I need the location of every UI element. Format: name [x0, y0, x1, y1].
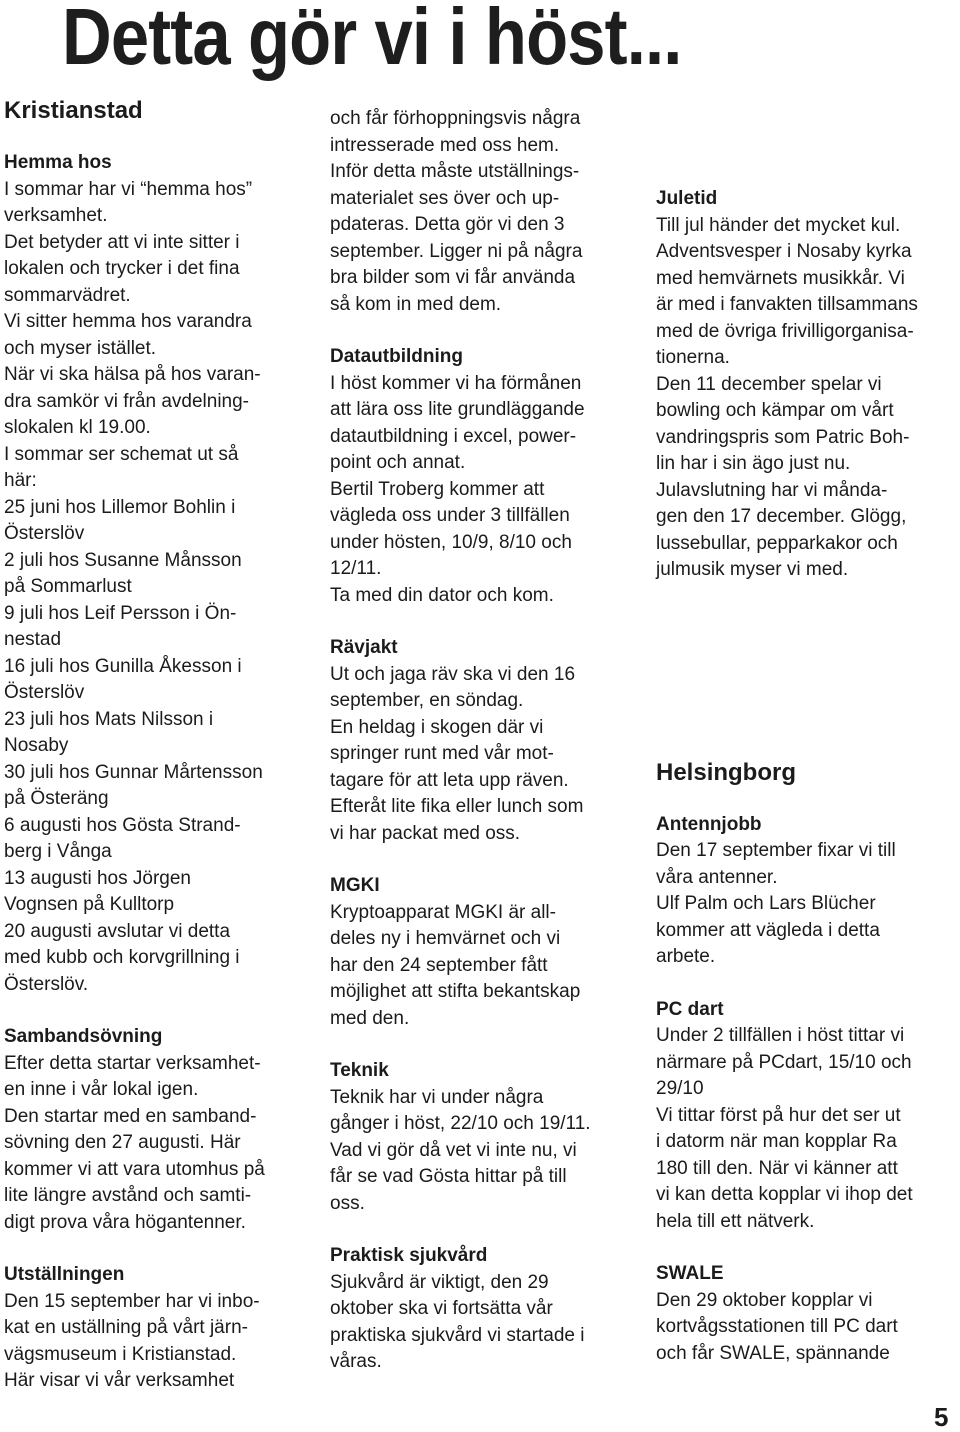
text-line: 25 juni hos Lillemor Bohlin i [4, 496, 236, 518]
text-line: med de övriga frivilligorganisa- [656, 320, 914, 342]
city-heading-helsingborg: Helsingborg [656, 758, 797, 786]
text-line: 13 augusti hos Jörgen [4, 867, 191, 889]
text-line: vandringspris som Patric Boh- [656, 426, 910, 448]
column-3-bottom [656, 758, 956, 1368]
text-line: 23 juli hos Mats Nilsson i [4, 708, 214, 730]
text-line: 9 juli hos Leif Persson i Ön- [4, 602, 237, 624]
article-section [656, 186, 956, 584]
article-section [330, 635, 640, 847]
text-line: Till jul händer det mycket kul. [656, 214, 901, 236]
text-line: 6 augusti hos Gösta Strand- [4, 814, 241, 836]
text-line: får se vad Gösta hittar på till [330, 1166, 567, 1187]
text-line: pdateras. Detta gör vi den 3 [330, 214, 565, 235]
text-line: oktober ska vi fortsätta vår [330, 1298, 553, 1319]
text-line: och får SWALE, spännande [656, 1342, 890, 1364]
page-title: Detta gör vi i höst... [62, 0, 682, 81]
text-line: lite längre avstånd och samti- [4, 1185, 252, 1206]
text-line: bra bilder som vi får använda [330, 267, 576, 288]
text-line: Ut och jaga räv ska vi den 16 [330, 663, 576, 685]
text-line: sommarvädret. [4, 284, 131, 306]
text-line: Efteråt lite fika eller lunch som [330, 796, 584, 817]
text-line: har den 24 september fått [330, 954, 548, 976]
text-line: Efter detta startar verksamhet- [4, 1052, 261, 1074]
section-heading: Antennjobb [656, 813, 762, 835]
article-section [656, 1261, 956, 1367]
text-line: arbete. [656, 946, 716, 967]
text-line: vägsmuseum i Kristianstad. [4, 1343, 237, 1365]
article-section [4, 1262, 312, 1395]
text-line: en inne i vår lokal igen. [4, 1079, 199, 1100]
text-line: Julavslutning har vi månda- [656, 479, 888, 501]
page-number: 5 [934, 1402, 949, 1432]
text-line: Under 2 tillfällen i höst tittar vi [656, 1025, 905, 1046]
section-heading: Teknik [330, 1060, 389, 1081]
text-line: datautbildning i excel, power- [330, 425, 577, 447]
text-line: hela till ett nätverk. [656, 1210, 815, 1232]
text-line: Den 15 september har vi inbo- [4, 1290, 260, 1312]
text-line: Österslöv. [4, 973, 89, 995]
text-line: kortvågsstationen till PC dart [656, 1316, 898, 1337]
section-heading: Hemma hos [4, 152, 112, 173]
text-line: och får förhoppningsvis några [330, 108, 581, 129]
text-line: på Österäng [4, 788, 109, 809]
text-line: närmare på PCdart, 15/10 och [656, 1051, 912, 1073]
text-line: 20 augusti avslutar vi detta [4, 920, 231, 942]
text-line: deles ny i hemvärnet och vi [330, 928, 561, 949]
text-line: intresserade med oss hem. [330, 134, 560, 156]
text-line: dra samkör vi från avdelning- [4, 390, 249, 412]
text-line: Vi tittar först på hur det ser ut [656, 1104, 901, 1126]
text-line: Vognsen på Kulltorp [4, 894, 175, 915]
text-line: Nosaby [4, 735, 69, 756]
text-line: lin har i sin ägo just nu. [656, 453, 851, 474]
article-section [330, 1243, 640, 1376]
text-line: julmusik myser vi med. [656, 559, 849, 580]
text-line: lussebullar, pepparkakor och [656, 532, 898, 554]
article-section [656, 812, 956, 971]
text-line: med den. [330, 1007, 410, 1029]
text-line: på Sommarlust [4, 576, 132, 597]
column-1 [4, 96, 312, 1421]
text-line: Den 17 september fixar vi till [656, 840, 896, 861]
article-section [330, 344, 640, 609]
text-line: Den 29 oktober kopplar vi [656, 1289, 873, 1311]
text-line: kommer vi att vara utomhus på [4, 1158, 265, 1180]
section-heading: PC dart [656, 998, 724, 1020]
text-line: 12/11. [330, 558, 382, 579]
text-line: slokalen kl 19.00. [4, 417, 151, 438]
article-section [330, 1058, 640, 1217]
section-heading: MGKI [330, 875, 380, 896]
text-line: vägleda oss under 3 tillfällen [330, 505, 570, 526]
text-line: 2 juli hos Susanne Månsson [4, 549, 242, 571]
text-line: tagare för att leta upp räven. [330, 769, 569, 791]
text-line: Teknik har vi under några [330, 1086, 544, 1108]
text-line: praktiska sjukvård vi startade i [330, 1324, 585, 1346]
section-heading: Sambandsövning [4, 1026, 163, 1047]
article-section [330, 873, 640, 1032]
text-line: här: [4, 470, 37, 491]
city-heading-kristianstad: Kristianstad [4, 97, 143, 124]
text-line: Den 11 december spelar vi [656, 373, 882, 395]
text-line: 30 juli hos Gunnar Mårtensson [4, 761, 263, 783]
text-line: och myser istället. [4, 337, 157, 359]
text-line: våra antenner. [656, 866, 778, 888]
text-line: september. Ligger ni på några [330, 240, 583, 262]
column-2 [330, 106, 640, 1402]
text-line: är med i fanvakten tillsammans [656, 294, 918, 315]
text-line: Vi sitter hemma hos varandra [4, 311, 252, 332]
text-line: 29/10 [656, 1078, 704, 1099]
text-line: materialet ses över och up- [330, 187, 560, 209]
text-line: Inför detta måste utställnings- [330, 161, 580, 182]
text-line: springer runt med vår mot- [330, 743, 554, 764]
text-line: möjlighet att stifta bekantskap [330, 981, 581, 1002]
text-line: gen den 17 december. Glögg, [656, 506, 907, 527]
text-line: nestad [4, 629, 62, 650]
text-line: point och annat. [330, 452, 466, 473]
text-line: vi kan detta kopplar vi ihop det [656, 1184, 913, 1205]
text-line: Sjukvård är viktigt, den 29 [330, 1271, 549, 1293]
text-line: 180 till den. När vi känner att [656, 1157, 898, 1179]
text-line: med hemvärnets musikkår. Vi [656, 267, 905, 289]
text-line: En heldag i skogen där vi [330, 716, 544, 738]
text-line: I sommar har vi “hemma hos” [4, 178, 253, 200]
text-line: Österslöv [4, 523, 85, 544]
column-3 [656, 186, 956, 1393]
article-section [4, 1024, 312, 1236]
text-line: När vi ska hälsa på hos varan- [4, 364, 261, 385]
section-heading: Utställningen [4, 1264, 125, 1285]
text-line: Det betyder att vi inte sitter i [4, 231, 240, 253]
text-line: berg i Vånga [4, 841, 112, 862]
article-section [656, 997, 956, 1236]
text-line: så kom in med dem. [330, 293, 502, 315]
text-line: lokalen och trycker i det fina [4, 258, 240, 279]
text-line: Bertil Troberg kommer att [330, 478, 545, 500]
text-line: kat en uställning på vårt järn- [4, 1317, 248, 1338]
text-line: oss. [330, 1192, 365, 1214]
text-line: med kubb och korvgrillning i [4, 947, 240, 968]
section-heading: Rävjakt [330, 637, 398, 658]
text-line: Den startar med en samband- [4, 1105, 257, 1127]
text-line: att lära oss lite grundläggande [330, 399, 585, 420]
text-line: i datorm när man kopplar Ra [656, 1131, 897, 1152]
text-line: sövning den 27 augusti. Här [4, 1132, 241, 1153]
text-line: vi har packat med oss. [330, 822, 521, 844]
text-line: tionerna. [656, 347, 730, 368]
text-line: Österslöv [4, 682, 85, 703]
text-line: Ta med din dator och kom. [330, 584, 554, 606]
text-line: Vad vi gör då vet vi inte nu, vi [330, 1139, 577, 1161]
text-line: 16 juli hos Gunilla Åkesson i [4, 655, 242, 677]
text-line: september, en söndag. [330, 690, 524, 711]
text-line: I sommar ser schemat ut så [4, 443, 239, 465]
text-line: verksamhet. [4, 205, 108, 226]
text-line: Här visar vi vår verksamhet [4, 1370, 235, 1391]
text-line: gånger i höst, 22/10 och 19/11. [330, 1113, 591, 1134]
text-line: Ulf Palm och Lars Blücher [656, 893, 876, 914]
text-line: våras. [330, 1351, 382, 1372]
article-section [330, 106, 640, 318]
text-line: Adventsvesper i Nosaby kyrka [656, 241, 912, 262]
text-line: under hösten, 10/9, 8/10 och [330, 531, 572, 553]
section-heading: SWALE [656, 1263, 724, 1284]
article-section [4, 150, 312, 998]
text-line: kommer att vägleda i detta [656, 919, 880, 941]
column-3-top [656, 186, 956, 584]
section-heading: Juletid [656, 188, 718, 209]
text-line: digt prova våra högantenner. [4, 1211, 246, 1233]
text-line: Kryptoapparat MGKI är all- [330, 901, 556, 923]
section-heading: Datautbildning [330, 346, 463, 367]
text-line: bowling och kämpar om vårt [656, 400, 894, 421]
text-line: I höst kommer vi ha förmånen [330, 372, 582, 394]
section-heading: Praktisk sjukvård [330, 1245, 488, 1266]
